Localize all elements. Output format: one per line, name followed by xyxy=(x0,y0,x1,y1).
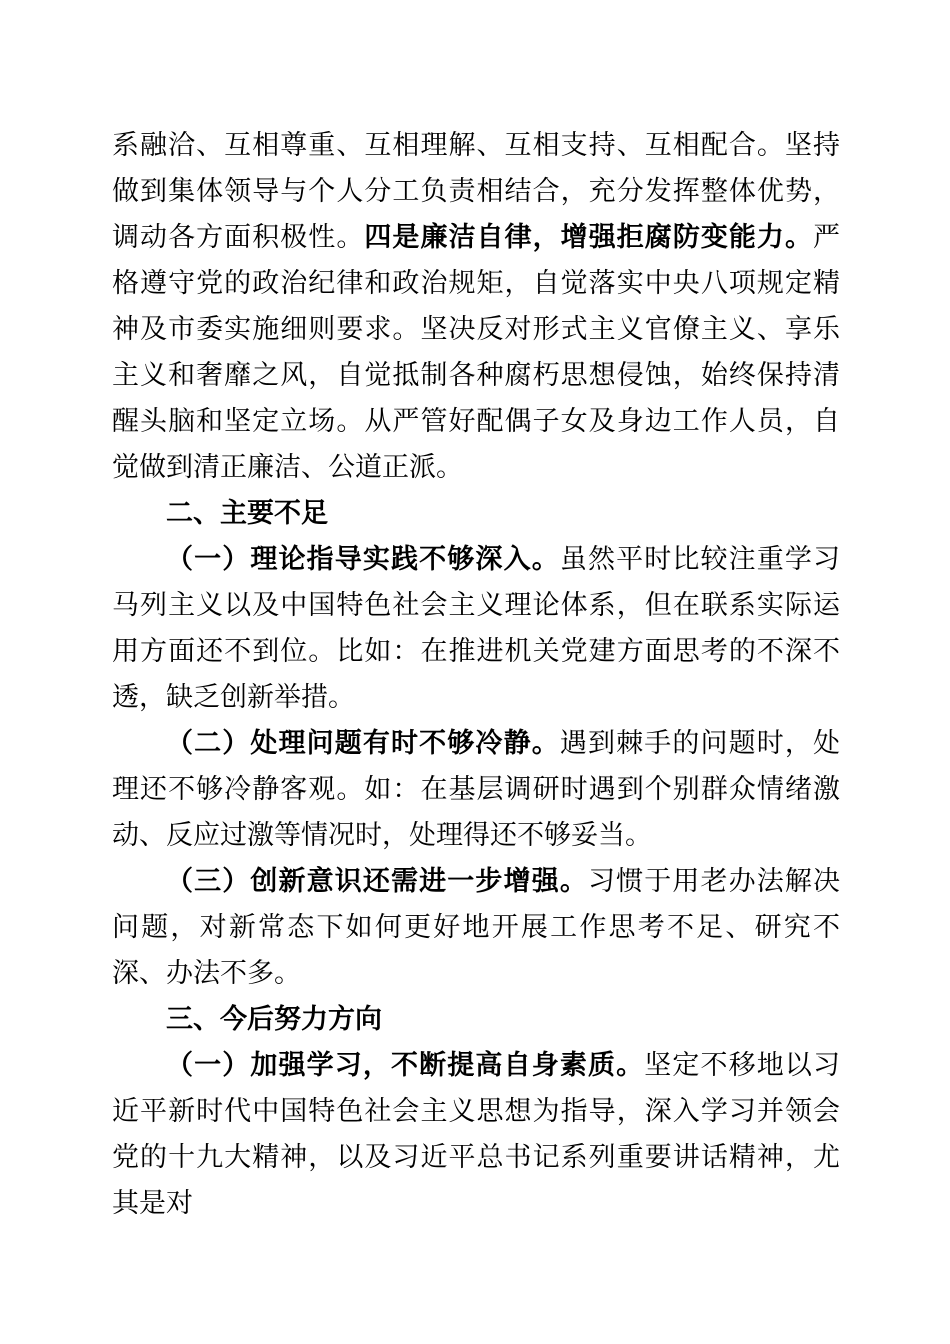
paragraph xyxy=(112,536,840,720)
body-text-segment: 遇到棘手的问题时，处理还不够冷静客观。如：在基层调研时遇到个别群众情绪激动、反应过激等情况时，处理得还不够妥当。 xyxy=(112,728,841,850)
bold-text-segment: （一）加强学习，不断提高自身素质。 xyxy=(166,1050,645,1080)
body-text-segment: 习惯于用老办法解决问题，对新常态下如何更好地开展工作思考不足、研究不深、办法不多。 xyxy=(112,866,841,988)
bold-text-segment: 四是廉洁自律，增强拒腐防变能力。 xyxy=(364,222,814,252)
bold-text-segment: 三、今后努力方向 xyxy=(166,1004,382,1034)
body-text-segment: 虽然平时比较注重学习马列主义以及中国特色社会主义理论体系，但在联系实际运用方面还不到位。比如：在推进机关党建方面思考的不深不透，缺乏创新举措。 xyxy=(112,544,841,712)
body-text-segment: 坚定不移地以习近平新时代中国特色社会主义思想为指导，深入学习并领会党的十九大精神，以及习近平总书记系列重要讲话精神，尤其是对 xyxy=(112,1050,841,1218)
section-heading xyxy=(112,996,840,1042)
paragraph xyxy=(112,720,840,858)
bold-text-segment: （三）创新意识还需进一步增强。 xyxy=(166,866,588,896)
paragraph xyxy=(112,858,840,996)
paragraph xyxy=(112,1042,840,1226)
bold-text-segment: （二）处理问题有时不够冷静。 xyxy=(166,728,560,758)
bold-text-segment: 二、主要不足 xyxy=(166,498,328,528)
bold-text-segment: （一）理论指导实践不够深入。 xyxy=(166,544,560,574)
body-text-segment: 严格遵守党的政治纪律和政治规矩，自觉落实中央八项规定精神及市委实施细则要求。坚决反对形式主义官僚主义、享乐主义和奢靡之风，自觉抵制各种腐朽思想侵蚀，始终保持清醒头脑和坚定立场。从严管好配偶子女及身边工作人员，自觉做到清正廉洁、公道正派。 xyxy=(112,222,841,482)
body-text-segment: 系融洽、互相尊重、互相理解、互相支持、互相配合。坚持做到集体领导与个人分工负责相结合，充分发挥整体优势，调动各方面积极性。 xyxy=(112,130,840,252)
paragraph xyxy=(112,122,840,490)
section-heading xyxy=(112,490,840,536)
